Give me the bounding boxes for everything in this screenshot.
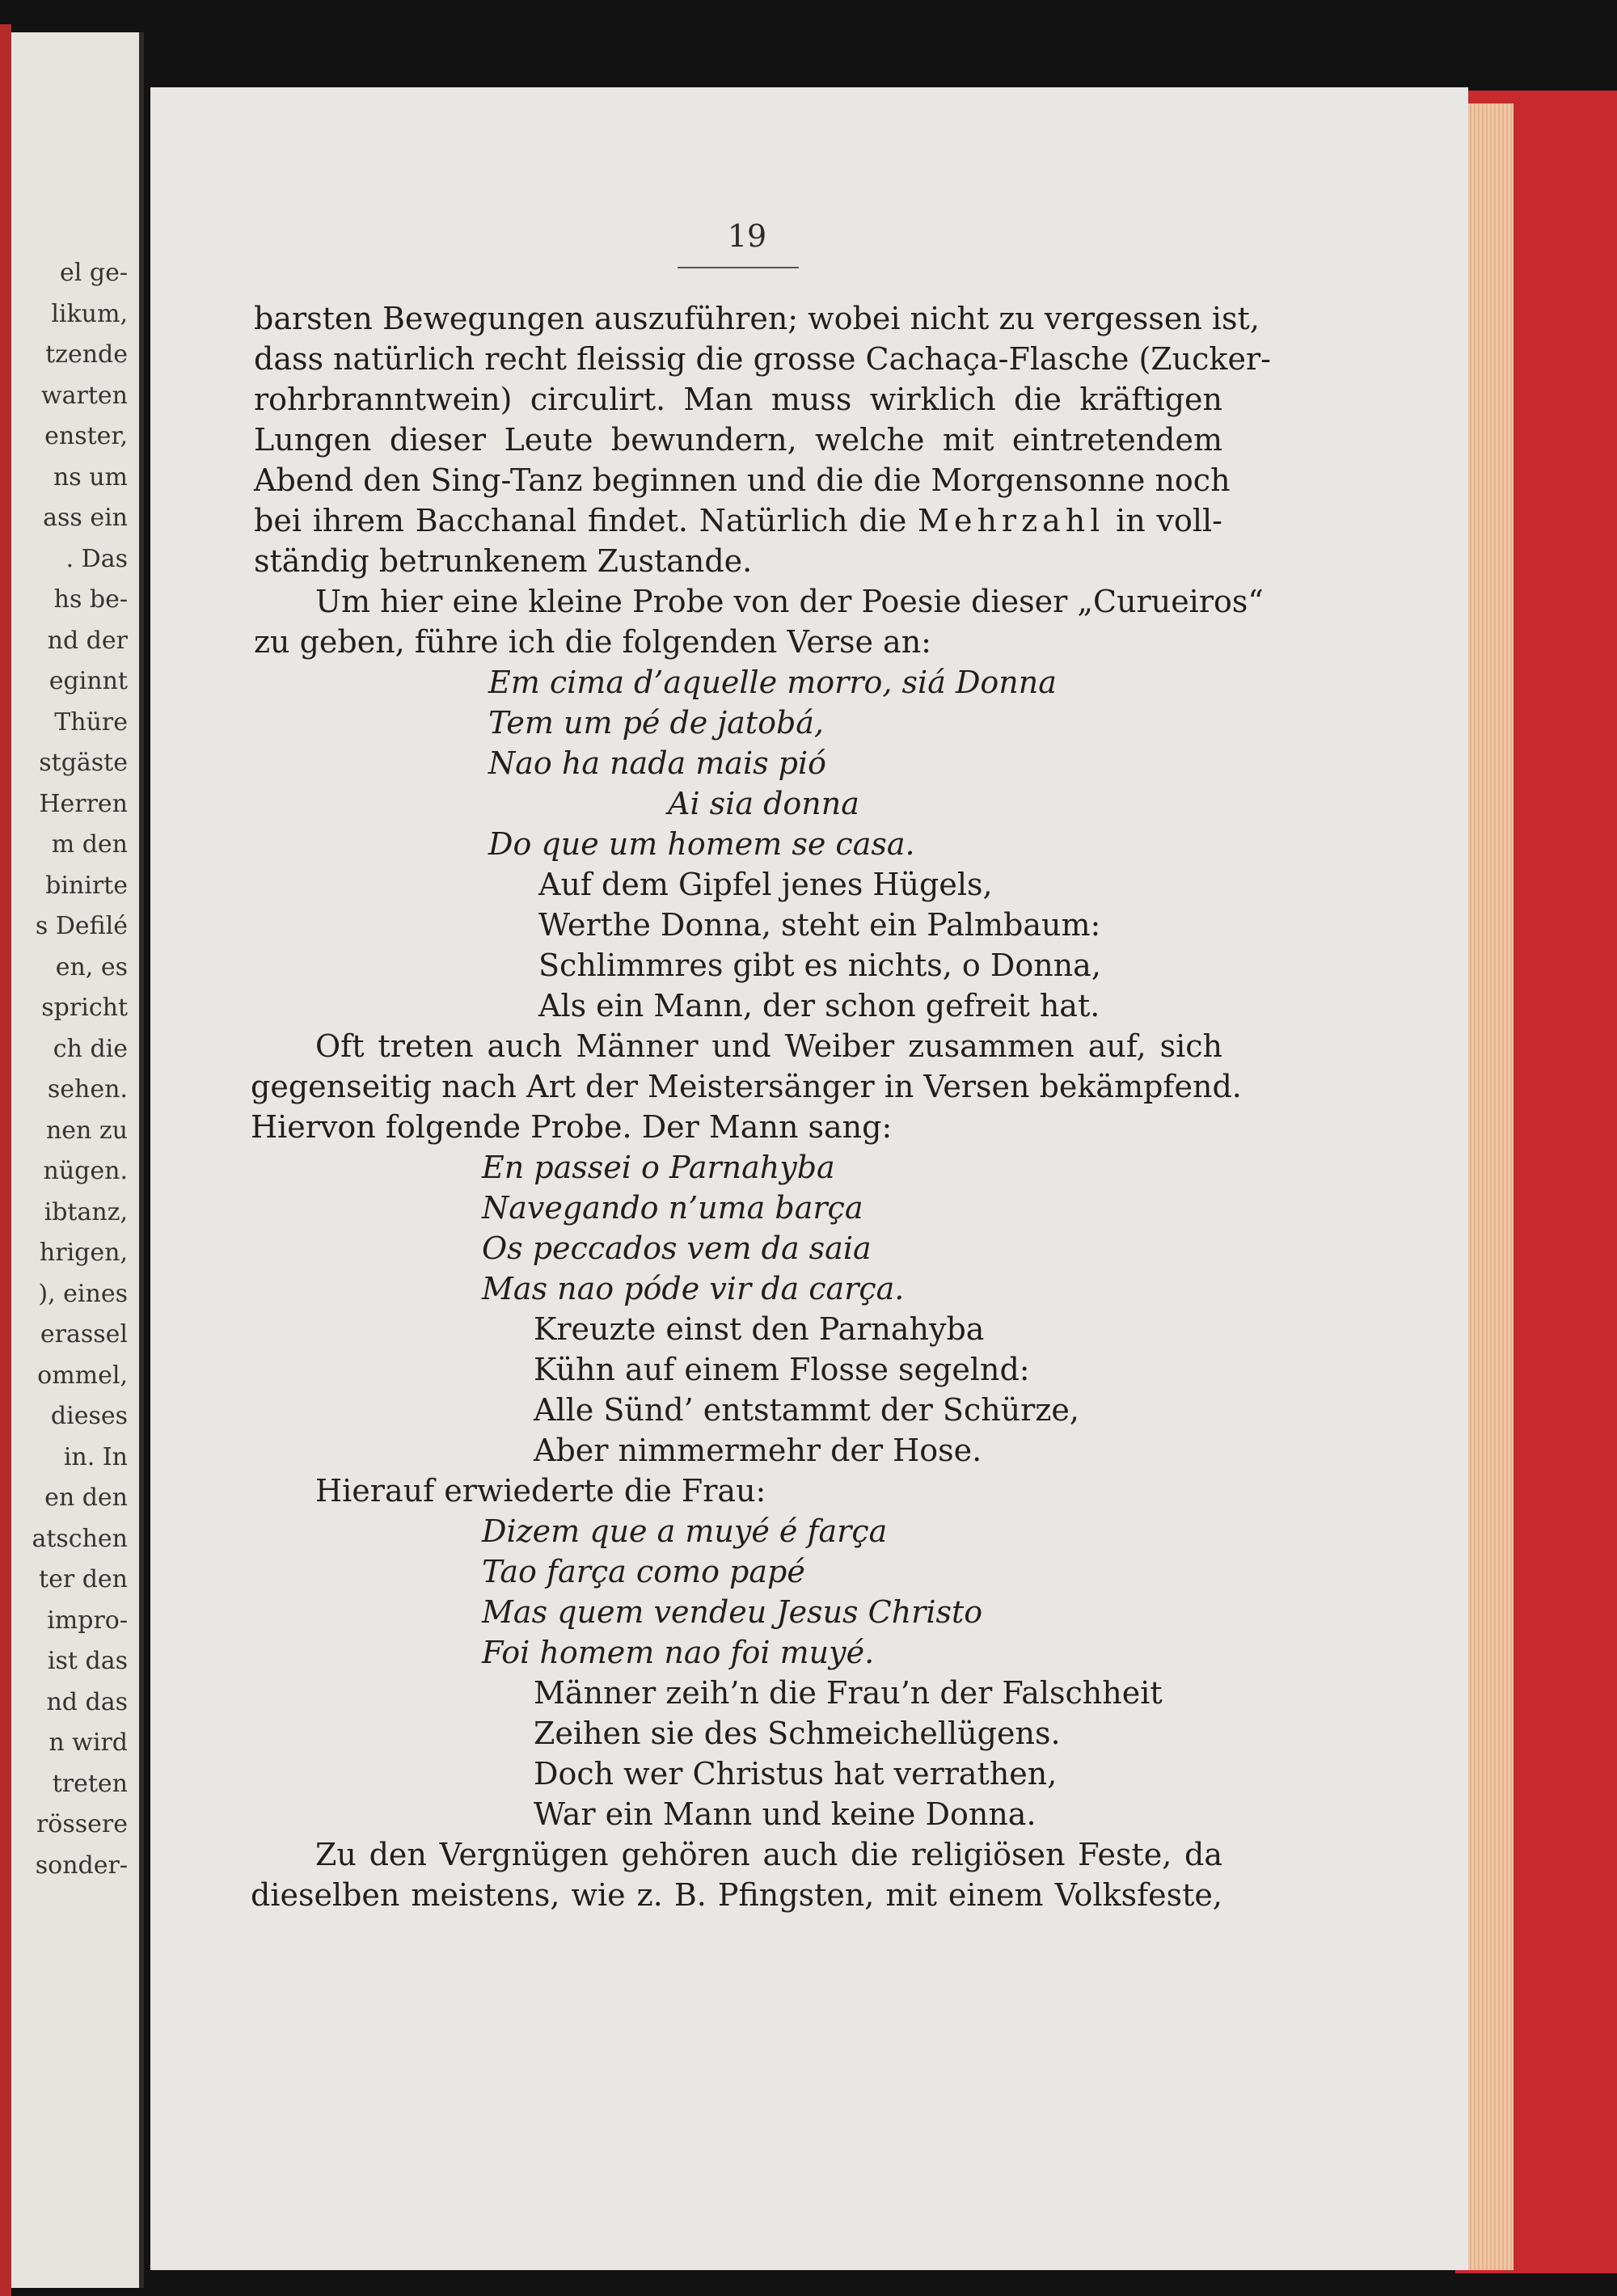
line-text: in voll- [1116,503,1222,538]
verse-line-german: Schlimmres gibt es nichts, o Donna, [538,948,1101,983]
left-page-text-fragment: eginnt [49,667,128,695]
paragraph-line: Um hier eine kleine Probe von der Poesie dieser „Curueiros“ [315,584,1264,619]
verse-line-portuguese: Dizem que a muyé é farça [482,1513,888,1549]
left-page-text-fragment: ns um [53,462,128,492]
paragraph-line: Abend den Sing-Tanz beginnen und die die Morgensonne noch [254,462,1231,498]
left-page-text-fragment: hrigen, [39,1239,128,1267]
left-page-text-fragment: warten [40,381,128,410]
verse-line-german: Aber nimmermehr der Hose. [534,1433,982,1468]
left-page-text-fragment: m den [51,830,128,859]
left-page-text-fragment: nen zu [45,1116,128,1145]
left-page-text-fragment: stgäste [39,749,128,777]
left-page-text-fragment: sehen. [47,1075,128,1104]
page-number-rule [678,267,799,268]
verse-line-german: War ein Mann und keine Donna. [534,1796,1036,1832]
left-page-text-fragment: treten [52,1769,128,1798]
verse-line-portuguese: Do que um homem se casa. [488,826,915,862]
verse-line-portuguese: Foi homem nao foi muyé. [482,1635,875,1670]
paragraph-line: Zu den Vergnügen gehören auch die religiösen Feste, da [315,1837,1222,1872]
line-text: bei ihrem Bacchanal findet. Natürlich die [254,503,907,538]
verse-line-german: Zeihen sie des Schmeichellügens. [534,1716,1061,1751]
left-page-text-fragment: nügen. [43,1157,128,1185]
left-page-text-fragment: ibtanz, [44,1197,128,1226]
left-page-text-fragment: ch die [53,1034,128,1063]
paragraph-line: Oft treten auch Männer und Weiber zusammen auf, sich [315,1028,1222,1064]
left-page-text-fragment: el ge- [60,259,128,287]
verse-line-german: Kreuzte einst den Parnahyba [534,1311,985,1347]
verse-line-portuguese: Tao farça como papé [482,1554,805,1589]
paragraph-line: barsten Bewegungen auszuführen; wobei nicht zu vergessen ist, [254,301,1260,336]
left-page-text-fragment: Herren [39,789,128,818]
left-page-text-fragment: nd das [46,1687,128,1716]
verse-line-german: Auf dem Gipfel jenes Hügels, [538,867,993,902]
verse-line-portuguese: Os peccados vem da saia [482,1230,872,1266]
verse-line-german: Werthe Donna, steht ein Palmbaum: [538,907,1101,943]
emphasized-word: Mehrzahl [918,503,1105,538]
left-page-text-fragment: . Das [65,544,128,573]
verse-line-portuguese: Tem um pé de jatobá, [488,705,825,741]
left-page-text-fragment: s Defilé [35,912,128,940]
paragraph-line: Hiervon folgende Probe. Der Mann sang: [251,1109,893,1145]
paragraph-line: dieselben meistens, wie z. B. Pfingsten, mit einem Volksfeste, [251,1877,1222,1913]
left-page-text-fragment: ter den [39,1565,128,1593]
left-page-text-fragment: ist das [47,1647,128,1675]
left-page-text-fragment: atschen [32,1524,128,1553]
paragraph-line: Hierauf erwiederte die Frau: [315,1473,766,1509]
verse-line-portuguese: Ai sia donna [668,786,859,821]
left-page-text-fragment: en, es [55,952,128,981]
verse-line-portuguese: Mas quem vendeu Jesus Christo [482,1594,983,1630]
left-page-text-fragment: dieses [50,1402,128,1430]
left-page-text-fragment: in. In [63,1442,128,1471]
page-number: 19 [727,218,767,254]
verse-line-german: Kühn auf einem Flosse segelnd: [534,1352,1030,1387]
verse-line-portuguese: Mas nao póde vir da carça. [482,1271,905,1306]
verse-line-portuguese: Em cima d’aquelle morro, siá Donna [488,665,1057,700]
left-page-text-fragment: likum, [51,299,128,328]
left-page-text-fragment: tzende [45,340,128,369]
left-page-text-fragment: hs be- [53,585,128,614]
left-page-text-fragment: Thüre [54,707,128,736]
verse-line-portuguese: Navegando n’uma barça [482,1190,863,1226]
verse-line-portuguese: Nao ha nada mais pió [488,745,827,781]
left-page-text-fragment: sonder- [35,1851,128,1880]
left-page-text-fragment: ), eines [38,1279,128,1308]
paragraph-line: gegenseitig nach Art der Meistersänger in Versen bekämpfend. [251,1069,1242,1104]
paragraph-line: rohrbranntwein) circulirt. Man muss wirklich die kräftigen [254,382,1222,417]
left-page-text-fragment: rössere [36,1810,128,1838]
left-page-margin [0,32,144,2288]
left-page-text-fragment: ommel, [37,1361,128,1390]
verse-line-german: Als ein Mann, der schon gefreit hat. [538,988,1100,1023]
left-page-text-fragment: erassel [40,1320,128,1348]
paragraph-line: Lungen dieser Leute bewundern, welche mit eintretendem [254,422,1222,458]
left-page-text-fragment: impro- [47,1606,128,1635]
left-page-text-fragment: spricht [41,994,128,1022]
left-page-text-fragment: nd der [47,626,128,655]
left-page-text-fragment: en den [44,1484,128,1512]
left-page-text-fragment: enster, [44,422,128,450]
paragraph-line: ständig betrunkenem Zustande. [254,543,753,579]
left-page-text-fragment: n wird [49,1728,128,1757]
paragraph-line [254,503,1222,538]
verse-line-german: Alle Sünd’ entstammt der Schürze, [534,1392,1079,1428]
verse-line-german: Doch wer Christus hat verrathen, [534,1756,1058,1792]
left-page-text-fragment: binirte [45,871,128,900]
paragraph-line: zu geben, führe ich die folgenden Verse an: [254,624,931,660]
left-page-text-fragment: ass ein [43,504,128,532]
verse-line-german: Männer zeih’n die Frau’n der Falschheit [534,1675,1163,1711]
paragraph-line: dass natürlich recht fleissig die grosse Cachaça-Flasche (Zucker- [254,341,1271,377]
verse-line-portuguese: En passei o Parnahyba [482,1150,835,1185]
